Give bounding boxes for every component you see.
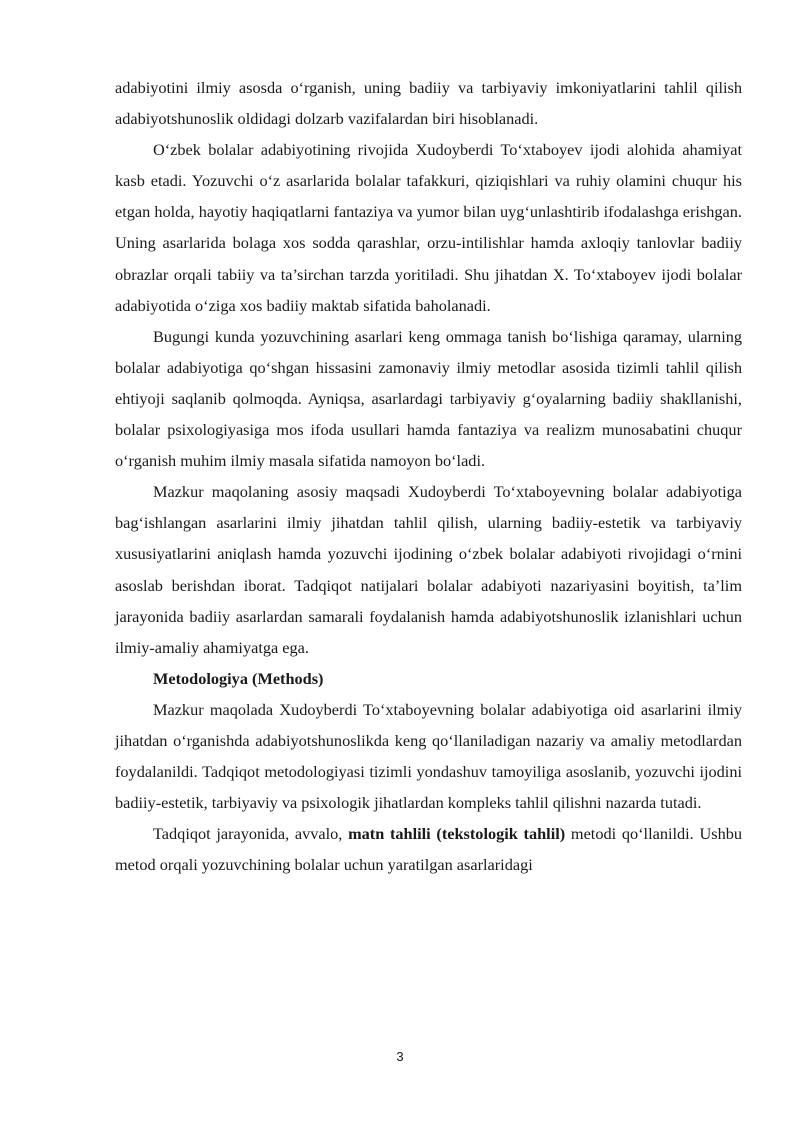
paragraph-continuation: adabiyotini ilmiy asosda o‘rganish, uning badiiy va tarbiyaviy imkoniyatlarini tahlil qilish adabiyotshunoslik oldidagi dolzarb vazifalardan biri hisoblanadi. (115, 78, 742, 129)
section-heading-methods: Metodologiya (Methods) (153, 668, 324, 688)
paragraph-relevance: Bugungi kunda yozuvchining asarlari keng ommaga tanish bo‘lishiga qaramay, ularning bolalar adabiyotiga qo‘shgan hissasini zamonaviy ilmiy metodlar asosida tizimli tahlil qilish ehtiyoji saqlanib qolmoqda. Ayniqsa, asarlardagi tarbiyaviy g‘oyalarning badiiy shakllanishi, bolalar psixologiyasiga mos ifoda usullari hamda fantaziya va realizm munosabatini chuqur o‘rganish muhim ilmiy masala sifatida namoyon bo‘ladi. (115, 326, 742, 471)
text-run: metodi qo‘llanildi. Ushbu metod orqali yozuvchining bolalar uchun yaratilgan asarlaridagi (115, 824, 742, 875)
paragraph-intro: O‘zbek bolalar adabiyotining rivojida Xudoyberdi To‘xtaboyev ijodi alohida ahamiyat kasb etadi. Yozuvchi o‘z asarlarida bolalar tafakkuri, qiziqishlari va ruhiy olamini chuqur his etgan holda, hayotiy haqiqatlarni fantaziya va yumor bilan uyg‘unlashtirib ifodalashga erishgan. Uning asarlarida bolaga xos sodda qarashlar, orzu-intilishlar hamda axloqiy tanlovlar badiiy obrazlar orqali tabiiy va ta’sirchan tarzda yoritiladi. Shu jihatdan X. To‘xtaboyev ijodi bolalar adabiyotida o‘ziga xos badiiy maktab sifatida baholanadi. (115, 140, 742, 315)
paragraph-methods: Mazkur maqolada Xudoyberdi To‘xtaboyevning bolalar adabiyotiga oid asarlarini ilmiy jihatdan o‘rganishda adabiyotshunoslikda keng qo‘llaniladigan nazariy va amaliy metodlardan foydalanildi. Tadqiqot metodologiyasi tizimli yondashuv tamoyiliga asoslanib, yozuvchi ijodini badiiy-estetik, tarbiyaviy va psixologik jihatlardan kompleks tahlil qilishni nazarda tutadi. (115, 699, 742, 813)
page-number: 3 (396, 1049, 404, 1064)
document-page (115, 72, 742, 880)
bold-term: matn tahlili (tekstologik tahlil) (348, 824, 566, 844)
paragraph-text-analysis (115, 818, 742, 880)
text-run: Tadqiqot jarayonida, avvalo, (153, 824, 349, 844)
paragraph-aim: Mazkur maqolaning asosiy maqsadi Xudoyberdi To‘xtaboyevning bolalar adabiyotiga bag‘ishlangan asarlarini ilmiy jihatdan tahlil qilish, ularning badiiy-estetik va tarbiyaviy xususiyatlarini aniqlash hamda yozuvchi ijodining o‘zbek bolalar adabiyoti rivojidagi o‘rnini asoslab berishdan iborat. Tadqiqot natijalari bolalar adabiyoti nazariyasini boyitish, ta’lim jarayonida badiiy asarlardan samarali foydalanish hamda adabiyotshunoslik izlanishlari uchun ilmiy-amaliy ahamiyatga ega. (115, 482, 742, 657)
